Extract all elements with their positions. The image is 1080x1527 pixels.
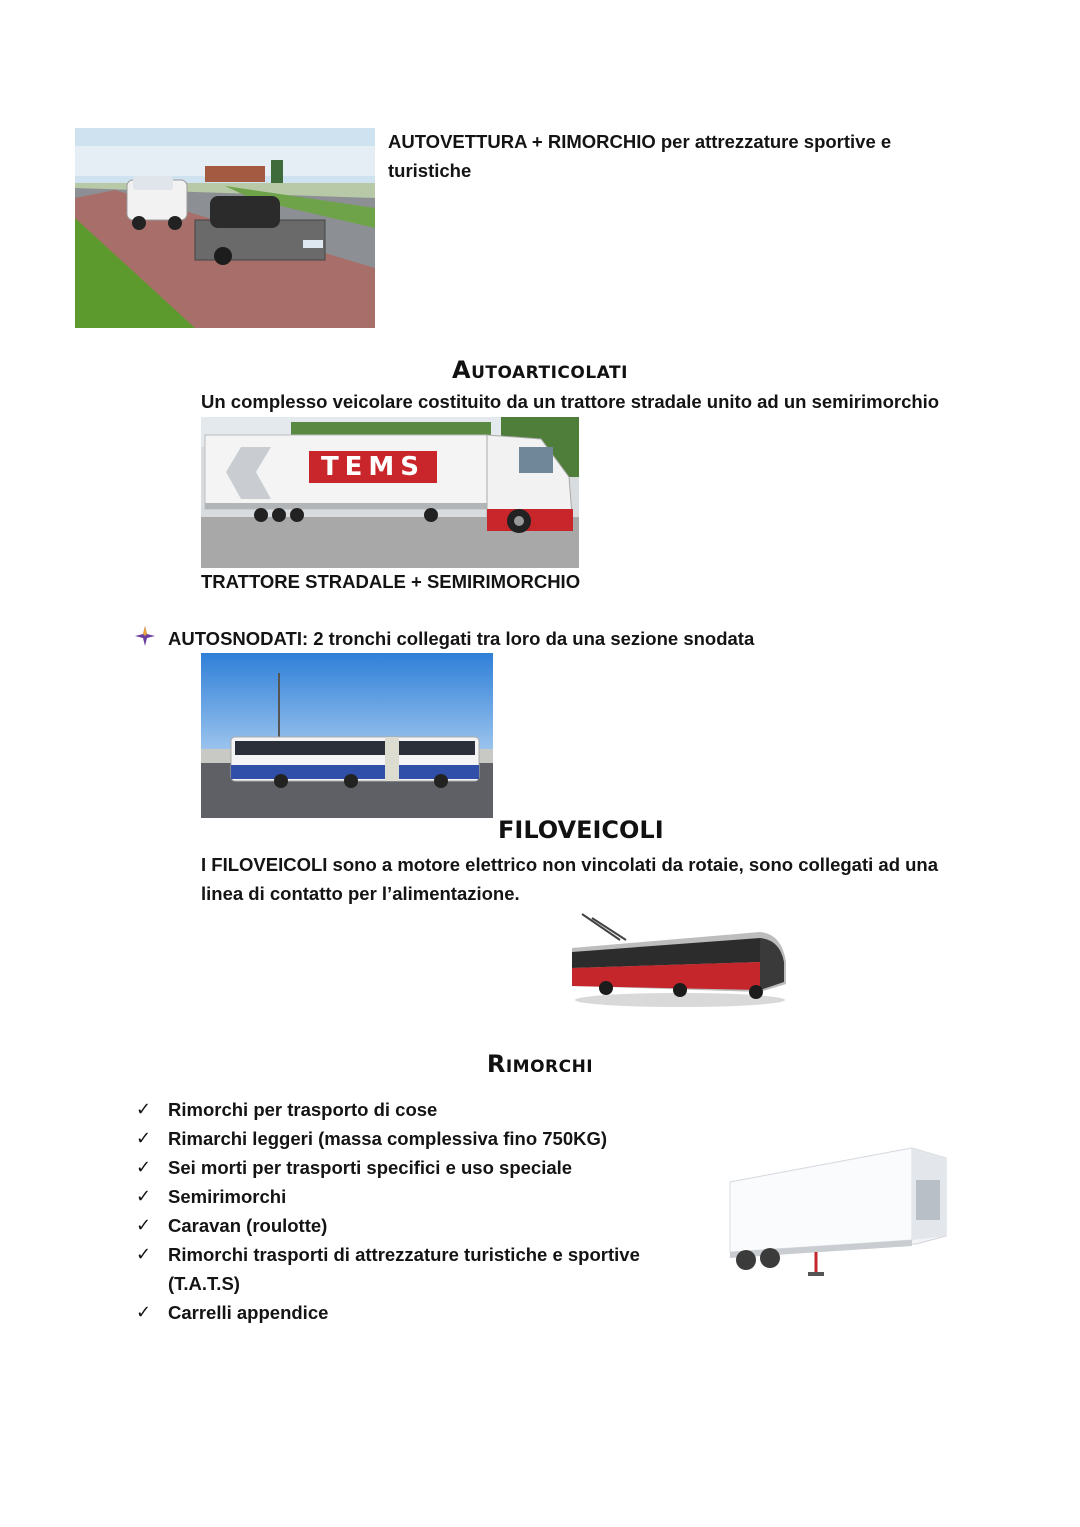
autoarticolati-description: Un complesso veicolare costituito da un trattore stradale unito ad un semirimorchio [201, 391, 940, 412]
checkmark-icon: ✓ [136, 1302, 152, 1322]
list-item: ✓ Semirimorchi [136, 1182, 676, 1211]
list-item: ✓ Caravan (roulotte) [136, 1211, 676, 1240]
semitrailer-photo [716, 1140, 952, 1280]
rimorchi-list [136, 1095, 676, 1327]
list-item: ✓ Sei morti per trasporti specifici e uso speciale [136, 1153, 676, 1182]
checkmark-icon: ✓ [136, 1186, 152, 1206]
articulated-bus-photo [201, 653, 493, 818]
filoveicoli-description: I FILOVEICOLI sono a motore elettrico non vincolati da rotaie, sono collegati ad una linea di contatto per l’alimentazione. [201, 854, 939, 904]
list-item: ✓ Carrelli appendice [136, 1298, 676, 1327]
filoveicoli-heading: FILOVEICOLI [498, 816, 664, 844]
car-trailer-description: AUTOVETTURA + RIMORCHIO per attrezzature sportive e turistiche [388, 131, 892, 181]
list-item: ✓ Rimarchi leggeri (massa complessiva fino 750KG) [136, 1124, 676, 1153]
checkmark-icon: ✓ [136, 1244, 152, 1264]
articulated-truck-photo [201, 417, 579, 568]
car-trailer-photo [75, 128, 375, 328]
list-item: ✓ Rimorchi trasporti di attrezzature turistiche e sportive (T.A.T.S) [136, 1240, 676, 1298]
checkmark-icon: ✓ [136, 1157, 152, 1177]
autosnodati-text: AUTOSNODATI: 2 tronchi collegati tra loro da una sezione snodata [168, 628, 755, 649]
trailer-logo: TEMS [309, 451, 437, 483]
rimorchi-heading: Rimorchi [486, 1050, 594, 1078]
autoarticolati-heading: Autoarticolati [452, 356, 628, 384]
checkmark-icon: ✓ [136, 1215, 152, 1235]
trolleybus-photo [560, 910, 792, 1010]
truck-caption: TRATTORE STRADALE + SEMIRIMORCHIO [201, 571, 581, 592]
list-item: ✓ Rimorchi per trasporto di cose [136, 1095, 676, 1124]
bullet-icon [135, 626, 155, 646]
checkmark-icon: ✓ [136, 1128, 152, 1148]
checkmark-icon: ✓ [136, 1099, 152, 1119]
